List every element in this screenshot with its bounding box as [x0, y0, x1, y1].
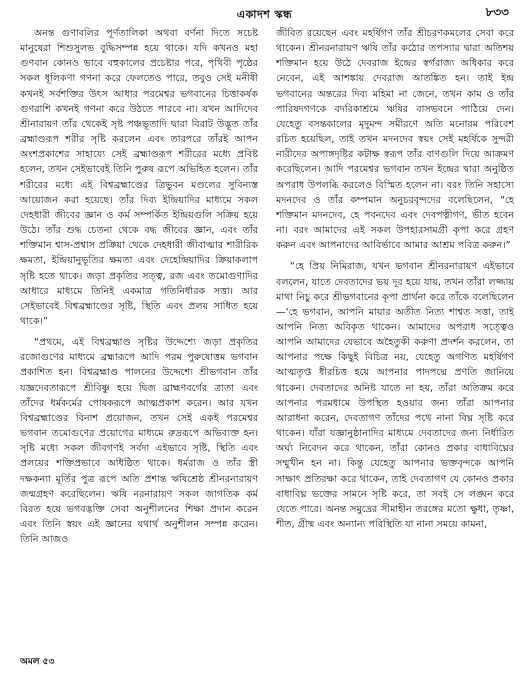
- running-header-title: একাদশ স্কন্ধ: [236, 8, 293, 21]
- left-text-column: [20, 26, 258, 648]
- print-signature-mark: অমল ৫৩: [20, 657, 55, 667]
- left-paragraph-1: অনন্ত গুণাবলির পূর্ণতালিকা অথবা বর্ণনা দিতে সচেষ্ট মানুষেরা শিশুসুলভ বুদ্ধিসম্পন্ন হয়ে থাকে। যদি কখনও মহা গুণবান কোনও ভাবে বহুকালের প্রচেষ্টার পরে, পৃথিবী পৃষ্ঠের সকল ধূলিকণা গণনা করে ফেলতেও পারে, তবুও সেই মনীষী কখনই সর্বশক্তির উৎস আধার পরমেশ্বর ভগবানের চিত্তাকর্ষক গুণরাশি কখনই গণনা করে উঠতে পারবে না। যখন আদিদেব শ্রীনারায়ণ তাঁর থেকেই সৃষ্ট পঞ্চভূতাদি দ্বারা বিরাট উদ্ভূত তাঁর ব্রহ্মাণ্ডরূপ শরীর সৃষ্টি করলেন এবং তারপরে তাঁরই আপন অংশপ্রকাশের সাহায্যে সেই ব্রহ্মাণ্ডরূপ শরীরের মধ্যে প্রবিষ্ট হলেন, তখন সেইভাবেই তিনি পুরুষ রূপে অভিহিত হলেন। তাঁর শরীরের মধ্যে এই বিশ্বব্রহ্মাণ্ডের ত্রিভুবন মণ্ডলের সুবিন্যস্ত আয়োজন করা হয়েছে। তাঁর দিব্য ইন্দ্রিয়াদির মাধ্যমে সকল দেহধারী জীবের জ্ঞান ও কর্ম সম্পর্কিত ইন্দ্রিয়গুলি সক্রিয় হয়ে উঠে। তাঁর শুদ্ধ চেতনা থেকে বদ্ধ জীবের জ্ঞান, এবং তাঁর শক্তিমান শ্বাস-প্রশ্বাস প্রক্রিয়া থেকে দেহধারী জীবাত্মার শারীরিক ক্ষমতা, ইন্দ্রিয়ানুভূতির ক্ষমতা এবং দেহেন্দ্রিয়াদির ক্রিয়াকলাপ সৃষ্টি হতে থাকে। জড়া প্রকৃতির সত্ত্ব, রজ এবং তমোগুণাদির আধারে মাধ্যমে তিনিই একমাত্র গতিনির্ধারক সত্তা। আর সেইভাবেই বিশ্বব্রহ্মাণ্ডের সৃষ্টি, স্থিতি এবং প্রলয় সাধিত হয়ে থাকে।”: [20, 28, 258, 327]
- right-paragraph-2: “হে প্রিয় নিমিরাজ, যখন ভগবান শ্রীনরনারায়ণ এইভাবে বললেন, যাতে দেবতাদের ভয় দূর হয়ে যায়, তখন তাঁরা লজ্জায় মাথা নিচু করে শ্রীভগবানের কৃপা প্রার্থনা করে তাঁকে বলেছিলেন—‘হে ভগবান, আপনি মায়ার অতীত নিত্য শাশ্বত সত্তা, তাই আপনি নিত্য অবিকৃত থাকেন। আমাদের অপরাধ সত্ত্বেও আপনি আমাদের যেভাবে অহৈতুকী করুণা প্রদর্শন করলেন, তা আপনার পক্ষে কিছুই বিচিত্র নয়, যেহেতু অগণিত মহর্ষিগণ আত্মতৃপ্ত ধীরচিত্ত হয়ে আপনার পাদপদ্মে প্রণতি জানিয়ে থাকেন। দেবতাদের অনিষ্ট যাতে না হয়, তাঁরা অতিক্রম করে আপনার পরমধামে উপস্থিত হওয়ার জন্য তাঁরা আপনার আরাধনা করেন, দেবতাগণ তাঁদের পথে নানা বিঘ্ন সৃষ্টি করে থাকেন। যাঁরা যজ্ঞানুষ্ঠানাদির মাধ্যমে দেবতাদের জন্য নির্ধারিত অর্ঘ্য নিবেদন করে থাকেন, তাঁরা কোনও প্রকার বাধাবিঘ্নের সম্মুখীন হন না। কিন্তু যেহেতু আপনার ভক্তবৃন্দকে আপনি সাক্ষাৎ প্রতিরক্ষা করে থাকেন, তাই দেবতাগণ যে কোনও প্রকার বাধাবিঘ্ন ভক্তের সামনে সৃষ্টি করে, তা সবই সে লঙ্ঘন করে যেতে পারে। অনন্ত সমুদ্রের সীমাহীন তরঙ্গের মতো ক্ষুধা, তৃষ্ণা, শীত, গ্রীষ্ম এবং অন্যান্য পরিস্থিতি যা নানা সময়ে কামনা,: [276, 261, 514, 530]
- right-paragraph-1: জীবিত রয়েছেন এবং মহর্ষিগণ তাঁর শ্রীচরণকমলের সেবা করে থাকেন। শ্রীনরনারায়ণ ঋষি তাঁর কঠোর তপস্যার দ্বারা অতিশয় শক্তিমান হয়ে উঠে দেবরাজ ইন্দ্রের স্বর্গরাজ্য অধিকার করে নেবেন, এই আশঙ্কায় দেবরাজ আতঙ্কিত হন। তাই ইন্দ্র ভগবানের অন্তরের দিব্য মহিমা না জেনে, তখন কাম ও তাঁর পারিষদগণকে বদরিকাশ্রমে ঋষির বাসভবনে পাঠিয়ে দেন। যেহেতু বসন্তকালের মৃদুমন্দ সমীরণে অতি মনোরম পরিবেশ রচিত হয়েছিল, তাই তখন মদনদেব স্বয়ং সেই মহর্ষিকে সুন্দরী নারীদের অপাঙ্গদৃষ্টির কটাক্ষ স্বরূপ তাঁর বাণগুলি দিয়ে আক্রমণ করেছিলেন। আদি পরমেশ্বর ভগবান তখন ইন্দ্রের দ্বারা অনুষ্ঠিত অপরাধ উপলব্ধি করলেও বিস্মিত হলেন না। বরং তিনি সহাস্যে মদনদেব ও তাঁর কম্পমান অনুচরবৃন্দদের বলেছিলেন, “হে শক্তিমান মদনদেব, হে পবনদেব এবং দেবপত্নীগণ, ভীত হবেন না। বরং আমাদের এই সকল উপহারসামগ্রী কৃপা করে গ্রহণ করুন এবং আপনাদের আবির্ভাবে আমার আশ্রম পবিত্র করুন।”: [276, 28, 514, 252]
- left-paragraph-2: “প্রথমে, এই বিশ্বব্রহ্মাণ্ড সৃষ্টির উদ্দেশ্যে জড়া প্রকৃতির রজোগুণের মাধ্যমে ব্রহ্মারূপে আদি পরম পুরুষোত্তম ভগবান প্রকাশিত হন। বিশ্বব্রহ্মাণ্ড পালনের উদ্দেশ্যে শ্রীভগবান তাঁর যজ্ঞদেবতারূপে শ্রীবিষ্ণু হয়ে দ্বিজ ব্রাহ্মণবর্গের ত্রাতা এবং তাঁদের ধর্মকর্মের পোষকরূপে আত্মপ্রকাশ করেন। আর যখন বিশ্বব্রহ্মাণ্ডের বিনাশ প্রয়োজন, তখন সেই একই পরমেশ্বর ভগবান তমোগুণের প্রয়োগের মাধ্যমে রুদ্ররূপে অভিব্যক্ত হন। সৃষ্টি মধ্যে সকল জীবগণই সর্বদা এইভাবে সৃষ্টি, স্থিতি এবং প্রলয়ের শক্তিপ্রভাবে অধিষ্ঠিত থাকে। ধর্মরাজ ও তাঁর স্ত্রী দক্ষকন্যা মূর্তির পুত্র রূপে অতি প্রশান্ত ঋষিশ্রেষ্ঠ শ্রীনরনারায়ণ জন্মগ্রহণ করেছিলেন। ঋষি নরনারায়ণ সকল জাগতিক কর্ম বিরত হয়ে ভগবদ্ভক্তি সেবা অনুশীলনের শিক্ষা প্রদান করেন এবং তিনি স্বয়ং এই জ্ঞানের যথার্থ অনুশীলন সম্পন্ন করেন। তিনি আজও: [20, 337, 258, 546]
- page-number: ৮৩৩: [485, 5, 509, 19]
- right-text-column: [276, 26, 514, 648]
